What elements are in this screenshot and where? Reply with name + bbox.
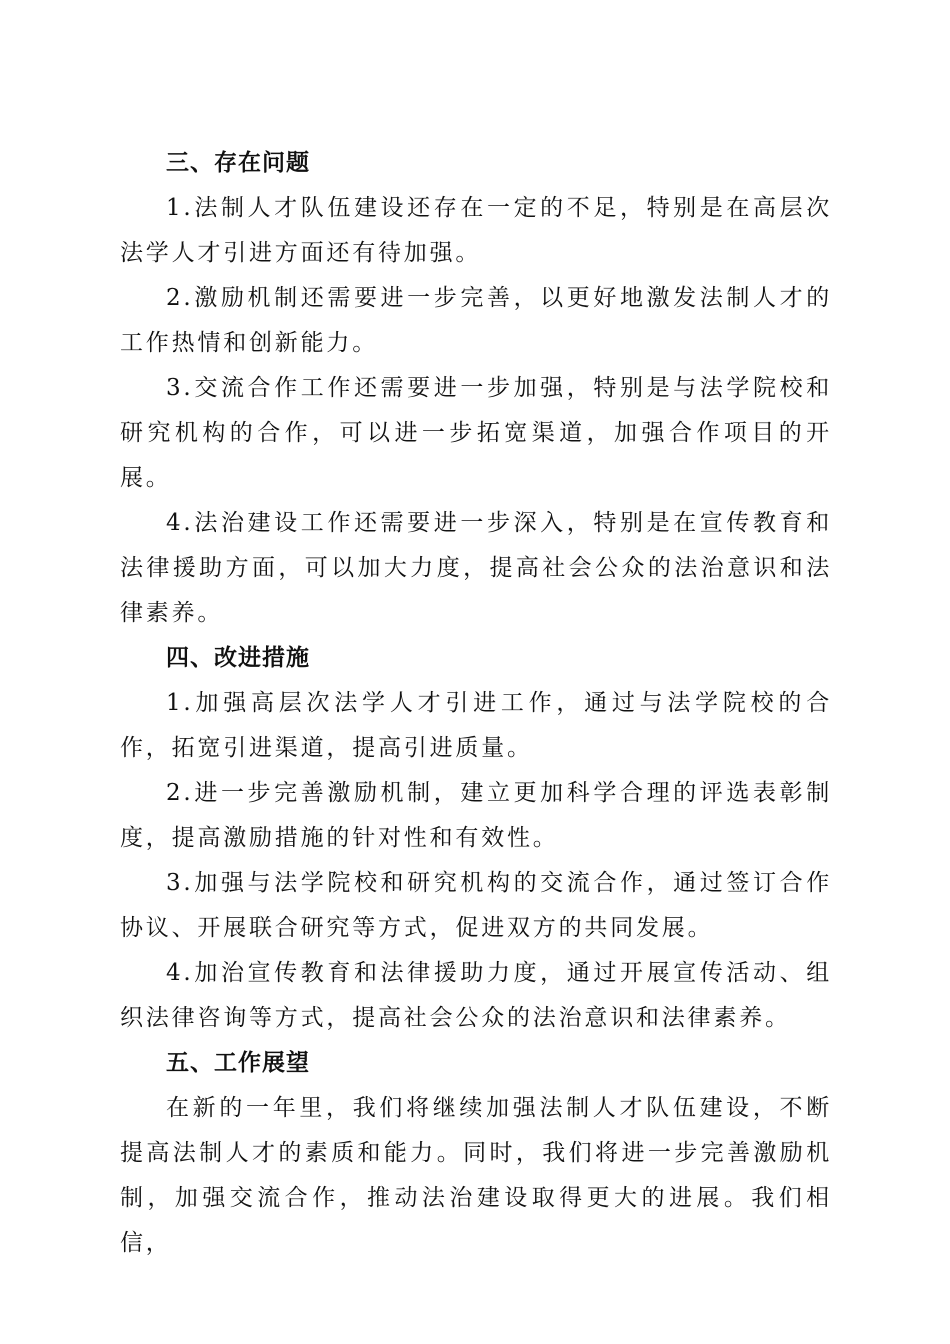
problem-item-1: 1.法制人才队伍建设还存在一定的不足，特别是在高层次法学人才引进方面还有待加强。 (120, 195, 832, 266)
problem-item-3: 3.交流合作工作还需要进一步加强，特别是与法学院校和研究机构的合作，可以进一步拓宽渠道，加强合作项目的开展。 (120, 375, 832, 491)
document-body (120, 141, 832, 1266)
outlook-paragraph: 在新的一年里，我们将继续加强法制人才队伍建设，不断提高法制人才的素质和能力。同时，我们将进一步完善激励机制，加强交流合作，推动法治建设取得更大的进展。我们相信， (120, 1095, 832, 1256)
improvement-item-3: 3.加强与法学院校和研究机构的交流合作，通过签订合作协议、开展联合研究等方式，促进双方的共同发展。 (120, 870, 832, 941)
section-heading-improvements: 四、改进措施 (166, 645, 310, 671)
section-heading-outlook: 五、工作展望 (166, 1050, 310, 1076)
problem-item-2: 2.激励机制还需要进一步完善，以更好地激发法制人才的工作热情和创新能力。 (120, 285, 832, 356)
improvement-item-4: 4.加治宣传教育和法律援助力度，通过开展宣传活动、组织法律咨询等方式，提高社会公众的法治意识和法律素养。 (120, 960, 832, 1031)
improvement-item-2: 2.进一步完善激励机制，建立更加科学合理的评选表彰制度，提高激励措施的针对性和有效性。 (120, 780, 832, 851)
section-heading-problems: 三、存在问题 (166, 150, 310, 176)
improvement-item-1: 1.加强高层次法学人才引进工作，通过与法学院校的合作，拓宽引进渠道，提高引进质量。 (120, 690, 832, 761)
problem-item-4: 4.法治建设工作还需要进一步深入，特别是在宣传教育和法律援助方面，可以加大力度，提高社会公众的法治意识和法律素养。 (120, 510, 832, 626)
